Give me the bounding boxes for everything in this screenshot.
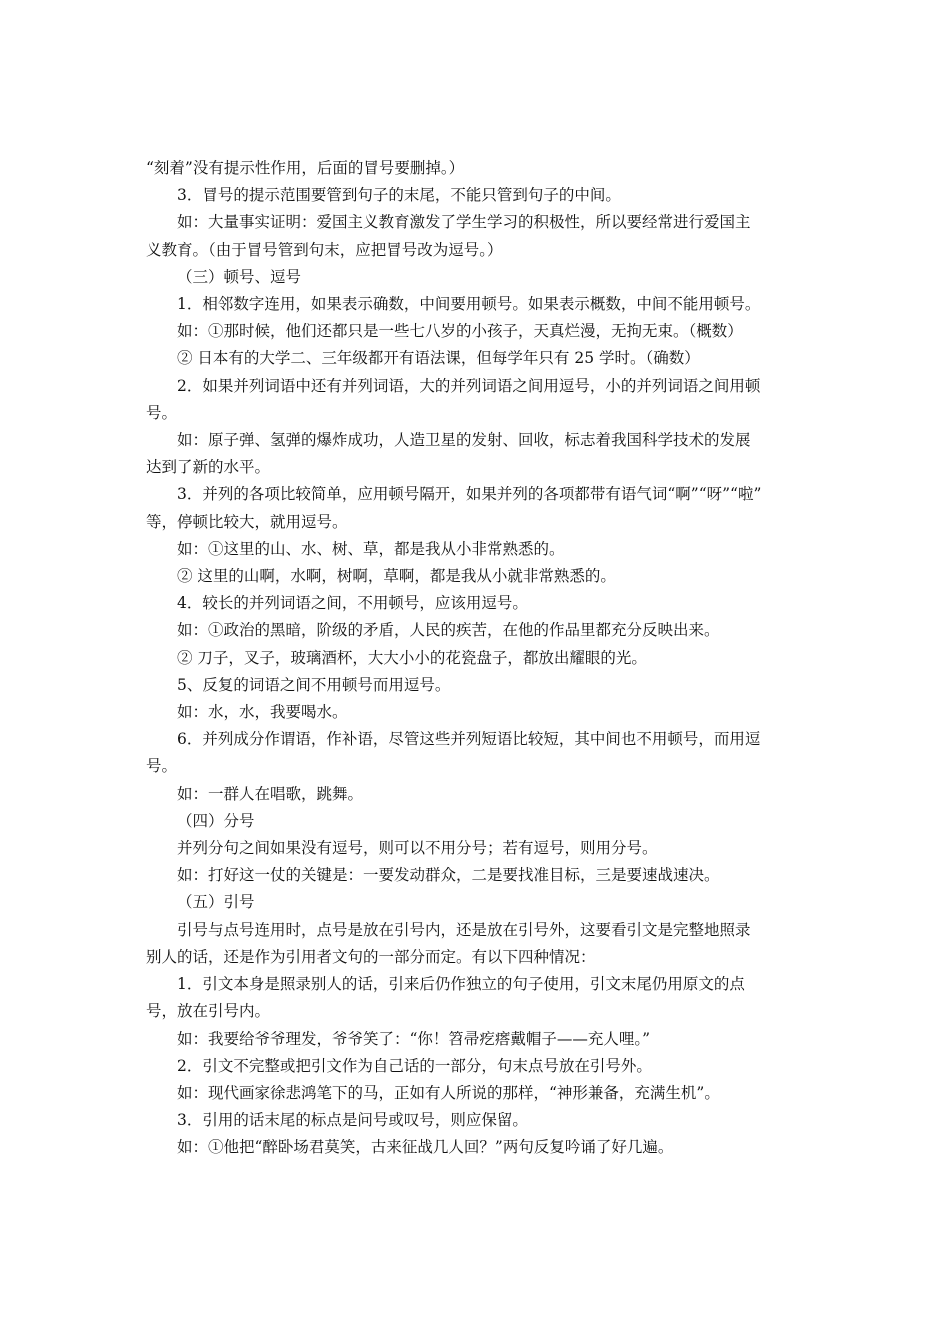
paragraph-line: 3．并列的各项比较简单，应用顿号隔开，如果并列的各项都带有语气词“啊”“呀”“啦” <box>177 485 762 504</box>
paragraph-line: 如：原子弹、氢弹的爆炸成功，人造卫星的发射、回收，标志着我国科学技术的发展 <box>177 431 751 450</box>
paragraph-line: 6．并列成分作谓语，作补语，尽管这些并列短语比较短，其中间也不用顿号，而用逗 <box>177 730 761 749</box>
paragraph-line: 如：现代画家徐悲鸿笔下的马，正如有人所说的那样，“神形兼备，充满生机”。 <box>177 1083 720 1102</box>
paragraph-line: 3．引用的话末尾的标点是问号或叹号，则应保留。 <box>177 1111 528 1130</box>
paragraph-line: 1．相邻数字连用，如果表示确数，中间要用顿号。如果表示概数，中间不能用顿号。 <box>177 295 761 314</box>
paragraph-line: 4．较长的并列词语之间，不用顿号，应该用逗号。 <box>177 594 528 613</box>
paragraph-line: 别人的话，还是作为引用者文句的一部分而定。有以下四种情况： <box>146 947 596 966</box>
section-heading: （三）顿号、逗号 <box>177 267 302 286</box>
section-heading: （四）分号 <box>177 811 255 830</box>
paragraph-line: 并列分句之间如果没有逗号，则可以不用分号；若有逗号，则用分号。 <box>177 839 658 858</box>
paragraph-line: 号。 <box>146 757 178 776</box>
paragraph-line: 如：①他把“醉卧场君莫笑，古来征战几人回？”两句反复吟诵了好几遍。 <box>177 1138 674 1157</box>
paragraph-line: 如：大量事实证明：爱国主义教育激发了学生学习的积极性，所以要经常进行爱国主 <box>177 213 751 232</box>
paragraph-line: 1．引文本身是照录别人的话，引来后仍作独立的句子使用，引文末尾仍用原文的点 <box>177 975 745 994</box>
paragraph-line: 号，放在引号内。 <box>146 1002 271 1021</box>
paragraph-line: 义教育。（由于冒号管到句末，应把冒号改为逗号。） <box>146 240 503 259</box>
paragraph-line: ② 这里的山啊，水啊，树啊，草啊，都是我从小就非常熟悉的。 <box>177 567 616 586</box>
section-heading: （五）引号 <box>177 893 255 912</box>
paragraph-line: ② 日本有的大学二、三年级都开有语法课，但每学年只有 25 学时。（确数） <box>177 349 700 368</box>
paragraph-line: 如：①政治的黑暗，阶级的矛盾，人民的疾苦，在他的作品里都充分反映出来。 <box>177 621 720 640</box>
paragraph-line: “刻着”没有提示性作用，后面的冒号要删掉。） <box>146 159 465 177</box>
paragraph-line: 如：打好这一仗的关键是：一要发动群众，二是要找准目标，三是要速战速决。 <box>177 866 720 885</box>
paragraph-line: 如：①那时候，他们还都只是一些七八岁的小孩子，天真烂漫，无拘无束。（概数） <box>177 322 743 341</box>
paragraph-line: 达到了新的水平。 <box>146 458 271 477</box>
paragraph-line: 5、反复的词语之间不用顿号而用逗号。 <box>177 675 451 694</box>
paragraph-line: 2．如果并列词语中还有并列词语，大的并列词语之间用逗号，小的并列词语之间用顿 <box>177 376 761 395</box>
paragraph-line: 2．引文不完整或把引文作为自己话的一部分，句末点号放在引号外。 <box>177 1056 652 1075</box>
paragraph-line: 3．冒号的提示范围要管到句子的末尾，不能只管到句子的中间。 <box>177 186 621 205</box>
document-body <box>146 155 818 1162</box>
paragraph-line: 等，停顿比较大，就用逗号。 <box>146 512 348 531</box>
paragraph-line: 如：一群人在唱歌，跳舞。 <box>177 784 364 803</box>
paragraph-line: 引号与点号连用时，点号是放在引号内，还是放在引号外，这要看引文是完整地照录 <box>177 920 751 939</box>
paragraph-line: 号。 <box>146 403 178 422</box>
paragraph-line: 如：我要给爷爷理发，爷爷笑了：“你！笤帚疙瘩戴帽子——充人哩。” <box>177 1029 651 1048</box>
paragraph-line: ② 刀子，叉子，玻璃酒杯，大大小小的花瓷盘子，都放出耀眼的光。 <box>177 648 647 667</box>
paragraph-line: 如：水，水，我要喝水。 <box>177 703 348 722</box>
paragraph-line: 如：①这里的山、水、树、草，都是我从小非常熟悉的。 <box>177 539 565 558</box>
